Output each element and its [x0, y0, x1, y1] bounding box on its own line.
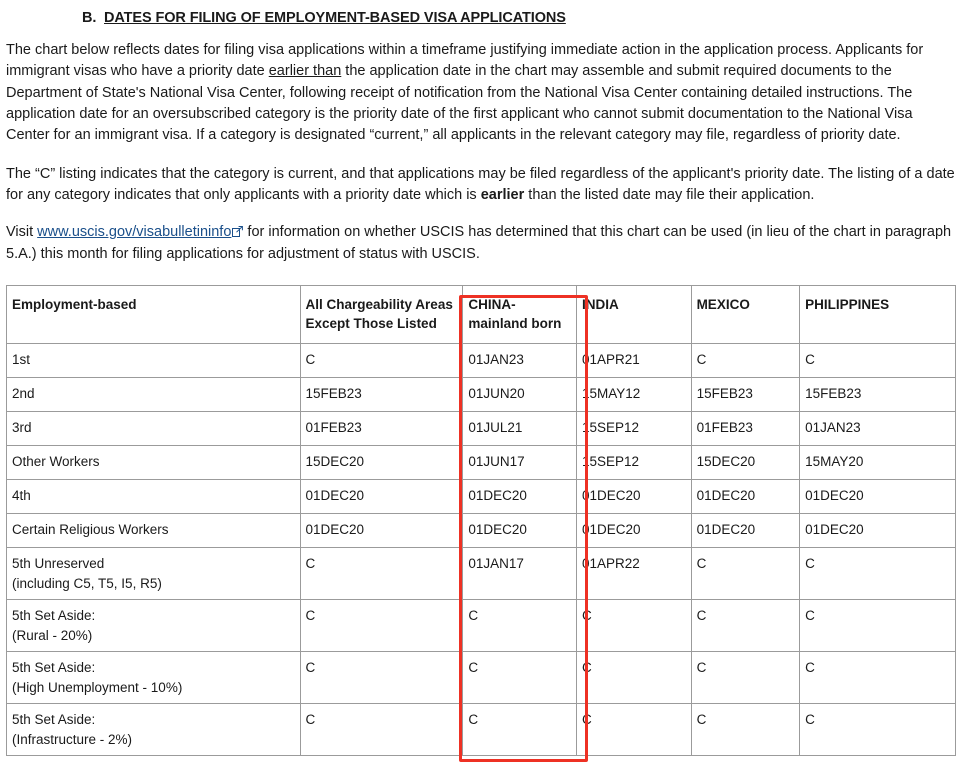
section-title-text: DATES FOR FILING OF EMPLOYMENT-BASED VISA APPLICATIONS	[104, 10, 566, 26]
cell-india: 01APR21	[576, 343, 691, 377]
table-row	[7, 547, 956, 599]
row-category	[7, 377, 301, 411]
row-category	[7, 513, 301, 547]
paragraph-2-part-a: The “C” listing indicates that the category is current, and that applications may be filed regardless of the applicant's priority date. The listing of a date for any category indicates that only applicants with a priority date which is	[6, 165, 955, 203]
column-header-employment-based: Employment-based	[7, 285, 301, 343]
cell-philippines: C	[800, 600, 956, 652]
cell-all-chargeability: C	[300, 547, 463, 599]
cell-mexico: C	[691, 652, 800, 704]
row-category	[7, 547, 301, 599]
cell-mexico: 15FEB23	[691, 377, 800, 411]
cell-china: 01DEC20	[463, 479, 577, 513]
cell-mexico: 01FEB23	[691, 411, 800, 445]
cell-all-chargeability: C	[300, 600, 463, 652]
cell-china: 01JUN20	[463, 377, 577, 411]
table-row	[7, 600, 956, 652]
column-header-philippines: PHILIPPINES	[800, 285, 956, 343]
cell-all-chargeability: C	[300, 343, 463, 377]
column-header-all-chargeability: All Chargeability Areas Except Those Listed	[300, 285, 463, 343]
row-category-line1: 5th Unreserved	[12, 555, 105, 571]
table-row	[7, 704, 956, 756]
cell-philippines: C	[800, 343, 956, 377]
table-header-row	[7, 285, 956, 343]
cell-india: C	[576, 652, 691, 704]
cell-philippines: 01DEC20	[800, 513, 956, 547]
cell-china: 01JUN17	[463, 445, 577, 479]
table-row	[7, 343, 956, 377]
external-link-icon	[232, 226, 243, 237]
cell-all-chargeability: 01FEB23	[300, 411, 463, 445]
page-title	[6, 10, 956, 26]
cell-all-chargeability: 15FEB23	[300, 377, 463, 411]
uscis-visabulletininfo-link[interactable]: www.uscis.gov/visabulletininfo	[37, 224, 232, 241]
table-row	[7, 479, 956, 513]
row-category-line1: Other Workers	[12, 453, 100, 469]
cell-india: 15SEP12	[576, 411, 691, 445]
cell-philippines: C	[800, 704, 956, 756]
row-category-line1: 5th Set Aside:	[12, 660, 96, 676]
row-category	[7, 343, 301, 377]
cell-mexico: 01DEC20	[691, 513, 800, 547]
cell-philippines: C	[800, 652, 956, 704]
cell-china: C	[463, 652, 577, 704]
cell-india: C	[576, 600, 691, 652]
cell-india: 15MAY12	[576, 377, 691, 411]
visa-bulletin-page	[0, 10, 962, 756]
cell-india: 01APR22	[576, 547, 691, 599]
row-category	[7, 600, 301, 652]
cell-philippines: C	[800, 547, 956, 599]
row-category-line2: (Infrastructure - 2%)	[12, 731, 133, 747]
paragraph-3-part-a: Visit	[6, 224, 38, 241]
row-category-line2: (High Unemployment - 10%)	[12, 679, 183, 695]
table-row	[7, 445, 956, 479]
paragraph-1-part-b: the application date in the chart may assemble and submit required documents to the Department of State's National Visa Center, following receipt of notification from the National Visa Center containing detailed instructions. The application date for an oversubscribed category is the priority date of the first applicant who cannot submit documentation to the National Visa Center for an immigrant visa. If a category is designated “current,” all applicants in the relevant category may file, regardless of priority date.	[6, 63, 913, 144]
cell-all-chargeability: 15DEC20	[300, 445, 463, 479]
cell-india: 01DEC20	[576, 513, 691, 547]
cell-india: C	[576, 704, 691, 756]
row-category	[7, 704, 301, 756]
cell-all-chargeability: C	[300, 704, 463, 756]
cell-mexico: 15DEC20	[691, 445, 800, 479]
table-row	[7, 513, 956, 547]
row-category	[7, 479, 301, 513]
cell-philippines: 15FEB23	[800, 377, 956, 411]
cell-all-chargeability: 01DEC20	[300, 513, 463, 547]
paragraph-2-bold: earlier	[480, 186, 525, 203]
row-category-line1: 3rd	[12, 419, 32, 435]
paragraph-chart-description	[6, 40, 956, 147]
paragraph-3-part-b: for information on whether USCIS has determined that this chart can be used (in lieu of the chart in paragraph 5.A.) this month for filing applications for adjustment of status with USCIS.	[6, 224, 952, 262]
cell-mexico: C	[691, 343, 800, 377]
paragraph-1-part-a: The chart below reflects dates for filing visa applications within a timeframe justifying immediate action in the application process. Applicants for immigrant visas who have a priority date	[6, 42, 924, 80]
paragraph-uscis-visit	[6, 222, 956, 265]
cell-philippines: 15MAY20	[800, 445, 956, 479]
cell-china: 01DEC20	[463, 513, 577, 547]
row-category-line1: Certain Religious Workers	[12, 521, 169, 537]
section-letter: B.	[82, 10, 97, 26]
cell-china: 01JAN17	[463, 547, 577, 599]
row-category-line1: 4th	[12, 487, 31, 503]
cell-china: C	[463, 600, 577, 652]
cell-india: 01DEC20	[576, 479, 691, 513]
cell-mexico: C	[691, 600, 800, 652]
cell-mexico: C	[691, 704, 800, 756]
cell-philippines: 01JAN23	[800, 411, 956, 445]
paragraph-2-part-b: than the listed date may file their application.	[524, 186, 815, 203]
paragraph-1-underlined: earlier than	[268, 63, 342, 80]
cell-india: 15SEP12	[576, 445, 691, 479]
table-row	[7, 377, 956, 411]
table-row	[7, 411, 956, 445]
paragraph-c-listing	[6, 164, 956, 207]
employment-based-filing-dates-table	[6, 285, 956, 757]
column-header-india: INDIA	[576, 285, 691, 343]
cell-mexico: 01DEC20	[691, 479, 800, 513]
row-category-line2: (including C5, T5, I5, R5)	[12, 575, 162, 591]
cell-all-chargeability: C	[300, 652, 463, 704]
row-category	[7, 652, 301, 704]
row-category	[7, 445, 301, 479]
row-category-line2: (Rural - 20%)	[12, 627, 93, 643]
column-header-mexico: MEXICO	[691, 285, 800, 343]
column-header-china: CHINA-mainland born	[463, 285, 577, 343]
cell-china: C	[463, 704, 577, 756]
cell-china: 01JAN23	[463, 343, 577, 377]
row-category-line1: 2nd	[12, 385, 35, 401]
row-category-line1: 1st	[12, 351, 31, 367]
cell-all-chargeability: 01DEC20	[300, 479, 463, 513]
row-category	[7, 411, 301, 445]
cell-philippines: 01DEC20	[800, 479, 956, 513]
table-row	[7, 652, 956, 704]
cell-china: 01JUL21	[463, 411, 577, 445]
row-category-line1: 5th Set Aside:	[12, 712, 96, 728]
row-category-line1: 5th Set Aside:	[12, 608, 96, 624]
table-body	[7, 343, 956, 756]
cell-mexico: C	[691, 547, 800, 599]
